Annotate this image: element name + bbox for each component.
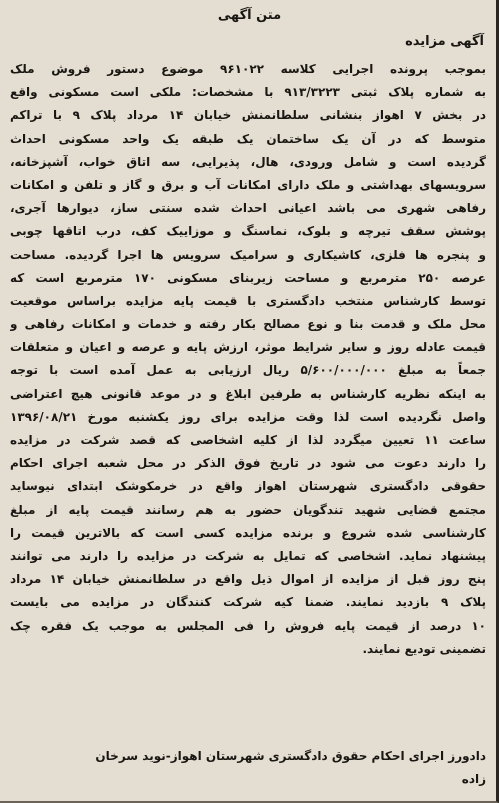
- body-line: مجتمع قضایی شهید تندگویان حضور به هم رسانند قیمت پایه از مبلغ: [10, 502, 486, 517]
- body-line: گردیده است و شامل ورودی، هال، پذیرایی، سه اتاق خواب، آشپزخانه،: [10, 154, 486, 169]
- body-line: حقوقی دادگستری شهرستان اهواز واقع در خرمکوشک ابتدای نیوساید: [10, 479, 486, 494]
- body-line: محل ملک و قدمت بنا و نوع مصالح بکار رفته و خدمات و امکانات رفاهی و: [10, 317, 486, 332]
- body-line: قیمت عادله روز و سایر شرایط موثر، ارزش پایه و عرصه و اعیان و متعلقات: [10, 340, 486, 355]
- body-line: تضمینی تودیع نمایند.: [362, 641, 486, 656]
- body-line: در بخش ۷ اهواز بنشانی سلطانمنش خیابان ۱۴ مرداد پلاک ۹ با تراکم: [10, 108, 486, 123]
- signature: [10, 745, 486, 791]
- notice-title: متن آگهی: [217, 8, 282, 23]
- body-line: توسط کارشناس منتخب دادگستری با قیمت پایه مزایده براساس موقعیت: [10, 293, 486, 308]
- auction-heading: آگهی مزایده: [405, 34, 484, 49]
- body-line: سرویسهای بهداشتی و ملک دارای امکانات آب و برق و گاز و تلفن و امکانات: [10, 177, 486, 192]
- notice-body: [10, 58, 486, 661]
- body-line: واصل نگردیده است لذا وقت مزایده برای روز یکشنبه مورخ ۱۳۹۶/۰۸/۲۱: [10, 409, 486, 424]
- body-line: به شماره پلاک ثبتی ۹۱۳/۳۲۲۳ با مشخصات: ملکی است مسکونی واقع: [10, 85, 486, 100]
- body-line: را دارند دعوت می شود در تاریخ فوق الذکر در محل شعبه اجرای احکام: [10, 456, 486, 471]
- body-line: بموجب پرونده اجرایی کلاسه ۹۶۱۰۲۲ موضوع دستور فروش ملک: [10, 62, 486, 76]
- body-line: جمعاً به مبلغ ۵/۶۰۰/۰۰۰/۰۰۰ ریال ارزیابی به عمل آمده است با توجه: [10, 363, 486, 378]
- body-line: ساعت ۱۱ تعیین میگردد لذا از کلیه اشخاصی که قصد شرکت در مزایده: [10, 433, 486, 447]
- signature-line: زاده: [461, 772, 486, 786]
- signature-line: دادورز اجرای احکام حقوق دادگستری شهرستان اهواز-نوید سرخان: [95, 749, 486, 763]
- body-line: کارشناسی شده شروع و برنده مزایده کسی است که بالاترین قیمت را: [10, 525, 486, 540]
- body-line: پنج روز قبل از مزایده از اموال ذیل واقع در سلطانمنش خیابان ۱۴ مرداد: [10, 572, 486, 587]
- body-line: متوسط که در آن یک ساختمان یک طبقه یک واحد مسکونی احداث: [10, 131, 486, 146]
- body-line: به اینکه نظریه کارشناس به طرفین ابلاغ و در موعد قانونی هیچ اعتراضی: [10, 386, 486, 401]
- body-line: ۱۰ درصد از قیمت پایه فروش را فی المجلس به موجب یک فقره چک: [10, 618, 486, 633]
- body-line: رفاهی شهری می باشد اعیانی احداث شده سنتی ساز، دیوارها آجری،: [10, 201, 486, 216]
- body-line: پلاک ۹ بازدید نمایند. ضمنا کیه شرکت کنندگان در مزایده می بایست: [10, 595, 486, 610]
- body-line: عرصه ۲۵۰ مترمربع و مساحت زیربنای مسکونی ۱۷۰ مترمربع است که: [10, 270, 486, 285]
- body-line: پیشنهاد نماید. اشخاصی که تمایل به شرکت در مزایده را دارند می توانند: [10, 548, 486, 563]
- body-line: پوشش سقف تیرچه و بلوک، نماسنگ و موزاییک کف، درب اتاقها چوبی: [10, 224, 486, 239]
- body-line: و پنجره ها فلزی، کاشیکاری و سرامیک سرویس ها اجرا گردیده. مساحت: [10, 247, 486, 262]
